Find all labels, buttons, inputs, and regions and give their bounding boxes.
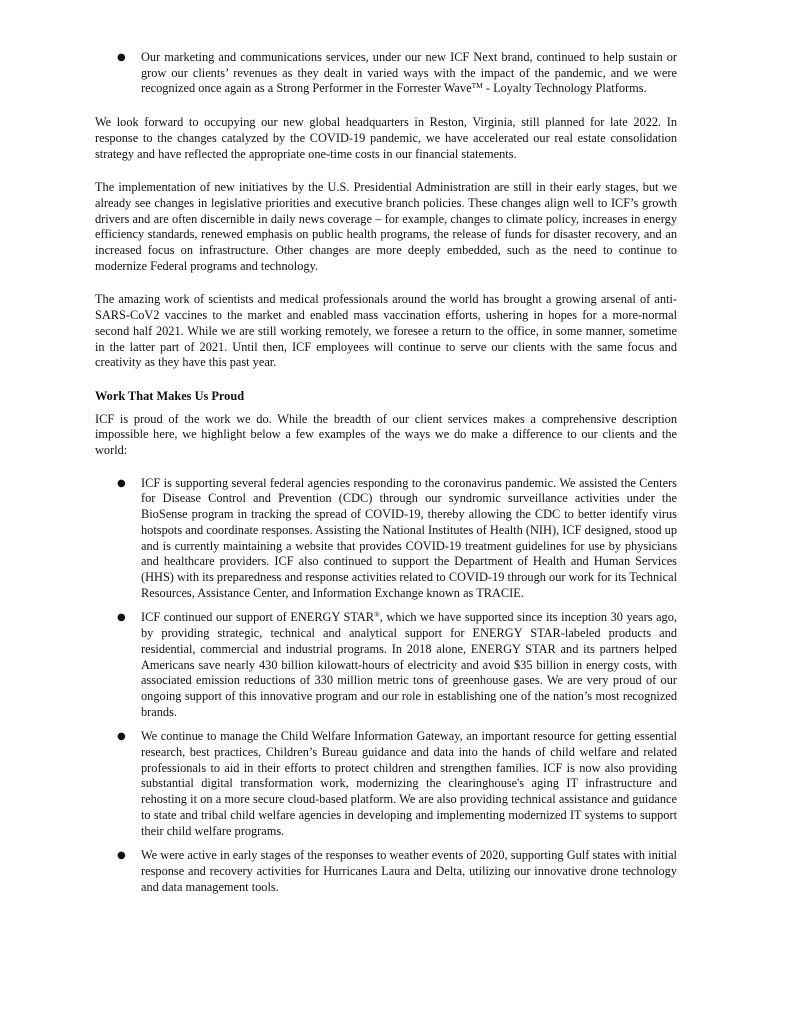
list-item-child-welfare [95, 729, 677, 839]
top-bullet-list [95, 50, 677, 97]
bullet-icon: ● [117, 612, 126, 624]
paragraph-vaccines: The amazing work of scientists and medical professionals around the world has brought a growing arsenal of anti-SARS-CoV2 vaccines to the market and enabled mass vaccination efforts, ushering in hopes for a more-normal second half 2021. While we are still working remotely, we foresee a return to the office, in some manner, sometime in the latter part of 2021. Until then, ICF employees will continue to serve our clients with the same focus and creativity as they have this past year. [95, 292, 677, 370]
section-intro: ICF is proud of the work we do. While the breadth of our client services makes a comprehensive description impossible here, we highlight below a few examples of the ways we do make a difference to our clients and the world: [95, 411, 677, 458]
paragraph-administration: The implementation of new initiatives by the U.S. Presidential Administration are still in their early stages, but we already see changes in legislative priorities and executive branch policies. These changes align well to ICF’s growth drivers and are often discernible in daily news coverage – for example, changes to climate policy, increases in energy efficiency standards, renewed emphasis on public health programs, the release of funds for disaster recovery, and an increased focus on infrastructure. Other changes are more deeply embedded, such as the need to continue to modernize Federal programs and technology. [95, 180, 677, 273]
list-item-icf-next [95, 50, 677, 97]
section-heading: Work That Makes Us Proud [95, 388, 245, 403]
covid-text: ICF is supporting several federal agencies responding to the coronavirus pandemic. We assisted the Centers for Disease Control and Prevention (CDC) through our syndromic surveillance activities under the BioSense program in tracking the spread of COVID-19, thereby allowing the CDC to better identify virus hotspots and coordinate responses. Assisting the National Institutes of Health (NIH), ICF designed, stood up and is currently maintaining a website that provides COVID-19 treatment guidelines for use by physicians and healthcare providers. ICF also continued to support the Department of Health and Human Services (HHS) with its preparedness and response activities related to COVID-19 through our work for its Technical Resources, Assistance Center, and Information Exchange known as TRACIE. [141, 475, 677, 600]
bullet-icon: ● [117, 850, 126, 862]
bullet-icon: ● [117, 731, 126, 743]
list-item-weather [95, 848, 677, 895]
bullet-icon: ● [117, 52, 126, 63]
trademark-symbol: TM [471, 81, 483, 91]
energy-star-text: ICF continued our support of ENERGY STAR [141, 610, 375, 625]
weather-text: We were active in early stages of the responses to weather events of 2020, supporting Gulf states with initial response and recovery activities for Hurricanes Laura and Delta, utilizing our innovative drone technology and data management tools. [141, 848, 677, 894]
work-examples-list [95, 476, 677, 896]
registered-symbol: ® [374, 610, 380, 620]
icf-next-text-end: - Loyalty Technology Platforms. [482, 81, 647, 96]
child-welfare-text: We continue to manage the Child Welfare Information Gateway, an important resource for getting essential research, best practices, Children’s Bureau guidance and data into the hands of child welfare and related professionals to aid in their efforts to protect children and strengthen families. ICF is now also providing substantial digital transformation work, modernizing the clearinghouse's aging IT infrastructure and rehosting it on a more secure cloud-based platform. We are also providing technical assistance and guidance to state and tribal child welfare agencies in developing and implementing modernized IT systems to support their child welfare programs. [141, 729, 677, 838]
list-item-covid [95, 476, 677, 602]
list-item-energy-star [95, 610, 677, 720]
document-page [95, 50, 677, 904]
icf-next-text: Our marketing and communications services, under our new ICF Next brand, continued to help sustain or grow our clients’ revenues as they dealt in varied ways with the impact of the pandemic, and we were recognized once again as a Strong Performer in the Forrester Wave [141, 50, 677, 96]
energy-star-text-end: , which we have supported since its inception 30 years ago, by providing strategic, technical and analytical support for ENERGY STAR-labeled products and residential, commercial and industrial programs. In 2018 alone, ENERGY STAR and its partners helped Americans save nearly 430 billion kilowatt-hours of electricity and avoid $35 billion in energy costs, with associated emission reductions of 330 million metric tons of greenhouse gases. We are very proud of our ongoing support of this innovative program and our role in establishing one of the nation’s most recognized brands. [141, 610, 677, 719]
paragraph-headquarters: We look forward to occupying our new global headquarters in Reston, Virginia, still planned for late 2022. In response to the changes catalyzed by the COVID-19 pandemic, we have accelerated our real estate consolidation strategy and have reflected the appropriate one-time costs in our financial statements. [95, 115, 677, 161]
bullet-icon: ● [117, 477, 126, 489]
